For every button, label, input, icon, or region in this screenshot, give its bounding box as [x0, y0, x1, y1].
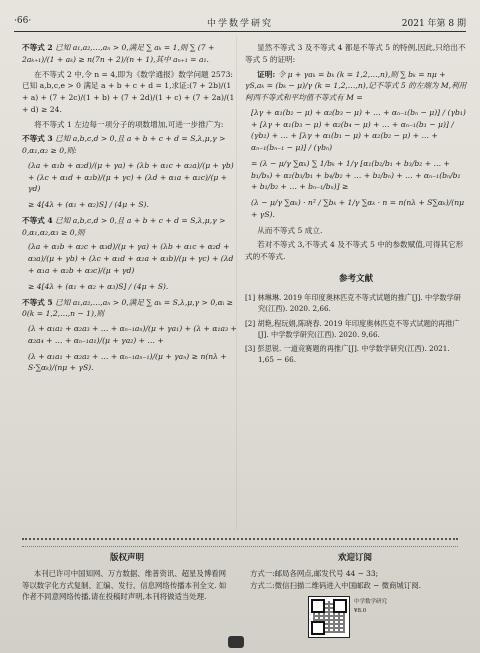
- subscription-method-2: 方式二:微信扫描二维码进入中国邮政 − 微商城订阅.: [250, 580, 421, 590]
- page-number: ·66·: [14, 16, 32, 26]
- qr-finder-bottom-left: [311, 621, 325, 635]
- inequality-2-title: 不等式 2: [22, 43, 53, 52]
- inequality-4-statement: 已知 a,b,c,d > 0,且 a + b + c + d = S,λ,μ,γ > 0,α₁,α₂,α₃ ≥ 0,则: [22, 215, 226, 237]
- inequality-5-title: 不等式 5: [22, 297, 53, 307]
- page-header: [14, 16, 466, 32]
- inequality-5-paragraph: [22, 297, 237, 321]
- subscription-title: 欢迎订阅: [337, 553, 372, 563]
- qr-caption-price: ¥8.0: [354, 608, 367, 615]
- inequality-4-title: 不等式 4: [22, 215, 53, 225]
- publisher-logo-icon: [228, 636, 244, 648]
- qr-code-icon[interactable]: [308, 596, 350, 638]
- issue-label: 2021 年第 8 期: [401, 19, 466, 29]
- copyright-box: [22, 552, 232, 603]
- inequality-2-statement: 已知 a₁,a₂,…,aₙ > 0,满足 ∑ aₖ = 1,则 ∑ (7 + 2aₖ₊₁)/(1 + aₖ) ≥ n(7n + 2)/(n + 1),其中 aₙ₊₁ = a₁.: [22, 43, 215, 64]
- inequality-3-paragraph: [22, 133, 237, 157]
- subscription-method-1: 方式一:邮局各网点,邮发代号 44 − 33;: [250, 569, 379, 579]
- proof-regrouping: = (λ − μ/γ ∑αₖ) ∑ 1/bₖ + 1/γ [α₁(b₂/b₁ + b₃/b₂ + … + b₁/bₙ) + α₂(b₃/b₁ + b₄/b₂ + … + b₂/bₙ) + … + αₙ₋₁(bₙ/b₁ + b₁/b₂ + … + bₙ₋₁/bₙ)] ≥: [251, 158, 461, 192]
- inequality-4-rhs: ≥ 4[4λ + (α₁ + α₂ + α₃)S] / (4μ + S).: [28, 281, 169, 291]
- proof-done: 从而不等式 5 成立.: [257, 225, 323, 235]
- header-rule: [14, 31, 466, 32]
- proof-conclusion-eq: (λ − μ/γ ∑αₖ) · n² / ∑bₖ + 1/γ ∑αₖ · n = n(nλ + S∑αₖ)/(nμ + γS).: [251, 198, 465, 219]
- copyright-title: 版权声明: [109, 553, 144, 563]
- right-column: [245, 42, 467, 368]
- reference-1: [1] 林琳琳. 2019 年印度奥林匹克不等式试题的推广[J]. 中学数学研究(江西). 2020. 2,66.: [245, 293, 461, 314]
- qr-finder-top-left: [311, 599, 325, 613]
- subscription-box: [250, 552, 460, 591]
- qr-caption-title: 中学数学研究: [354, 599, 388, 605]
- inequality-5-rhs: (λ + α₁a₁ + α₂a₂ + … + αₙ₋₁aₙ₋₁)/(μ + γaₙ) ≥ n(nλ + S·∑αₖ)/(nμ + γS).: [28, 351, 227, 373]
- generalization-intro: 将不等式 1 左边每一项分子的项数增加,可进一步推广为:: [34, 119, 224, 129]
- inequality-2-paragraph: [22, 42, 237, 66]
- inequality-5-statement: 已知 a₁,a₂,…,aₙ > 0,满足 ∑ aₖ = S,λ,μ,γ > 0,αᵢ ≥ 0(k = 1,2,…,n − 1),则: [22, 297, 234, 319]
- section-divider: [22, 538, 458, 547]
- special-case-note: 显然不等式 3 及不等式 4 都是不等式 5 的特例,因此,只给出不等式 5 的证明:: [245, 43, 466, 64]
- inequality-4-paragraph: [22, 215, 237, 239]
- reference-2: [2] 胡艳,程玩娟,陈晓春. 2019 年印度奥林匹克不等式试题的再推广[J]. 中学数学研究(江西). 2020. 9,66.: [245, 318, 460, 339]
- proof-setup: 令 μ + γaₖ = bₖ (k = 1,2,…,n),则 ∑ bₖ = nμ + γS,aₖ = (bₖ − μ)/γ (k = 1,2,…,n),记不等式 5 的左端为 M,利用柯西不等式和平均值不等式有 M =: [245, 69, 467, 103]
- inequality-4-lhs: (λa + α₁b + α₂c + α₃d)/(μ + γa) + (λb + α₁c + α₂d + α₃a)/(μ + γb) + (λc + α₁d + α₂a + α₃b)/(μ + γc) + (λd + α₁a + α₂b + α₃c)/(μ + γd): [28, 242, 234, 276]
- proof-label: 证明:: [257, 69, 276, 79]
- inequality-3-lhs: (λa + α₁b + α₂d)/(μ + γa) + (λb + α₁c + α₂a)/(μ + γb) + (λc + α₁d + α₂b)/(μ + γc) + (λd + α₁a + α₂c)/(μ + γd): [28, 160, 234, 194]
- parameter-remark: 若对不等式 3,不等式 4 及不等式 5 中的参数赋值,可得其它形式的不等式.: [245, 240, 464, 262]
- left-column: [22, 42, 237, 378]
- inequality-3-statement: 已知 a,b,c,d > 0,且 a + b + c + d = S,λ,μ,γ > 0,α₁,α₂ ≥ 0,则:: [22, 134, 226, 156]
- inequality-5-lhs: (λ + α₁a₂ + α₂a₃ + … + αₙ₋₁aₙ)/(μ + γa₁) + (λ + α₁a₃ + α₂a₄ + … + αₙ₋₁a₁)/(μ + γa₂) + … +: [28, 324, 237, 345]
- qr-finder-top-right: [333, 599, 347, 613]
- proof-expansion: [λγ + α₁(b₂ − μ) + α₂(b₃ − μ) + … + αₙ₋₁(bₙ − μ)] / (γb₁) + [λγ + α₁(b₃ − μ) + α₂(b₄ − μ) + … + αₙ₋₁(b₁ − μ)] / (γb₂) + … + [λγ + α₁(b₁ − μ) + α₂(b₂ − μ) + … + αₙ₋₁(bₙ₋₁ − μ)] / (γbₙ): [251, 107, 466, 153]
- proof-paragraph: [245, 69, 467, 104]
- inequality-3-title: 不等式 3: [22, 134, 53, 144]
- references-heading: 参考文献: [338, 274, 373, 285]
- problem-2573-paragraph: 在不等式 2 中,令 n = 4,即为《数学通报》数学问题 2573:已知 a,b,c,e > 0 满足 a + b + c + d = 1,求证:(7 + 2b)/(1 + a) + (7 + 2c)/(1 + b) + (7 + 2d)/(1 + c) + (7 + 2a)/(1 + d) ≥ 24.: [22, 69, 235, 114]
- copyright-text: 本刊已许可中国知网、万方数据、维普资讯、超星及博看网等以数字化方式复制、汇编、发行、信息网络传播本刊全文. 如作者不同意网络传播,请在投稿时声明,本刊将做适当处理.: [22, 569, 227, 602]
- journal-name: 中学数学研究: [206, 19, 273, 29]
- inequality-3-rhs: ≥ 4[4λ + (α₁ + α₂)S] / (4μ + S).: [28, 200, 149, 210]
- reference-3: [3] 彭思锐. 一道竞赛题的再推广[J]. 中学数学研究(江西). 2021. 1,65 − 66.: [245, 343, 450, 364]
- qr-caption: [354, 598, 387, 617]
